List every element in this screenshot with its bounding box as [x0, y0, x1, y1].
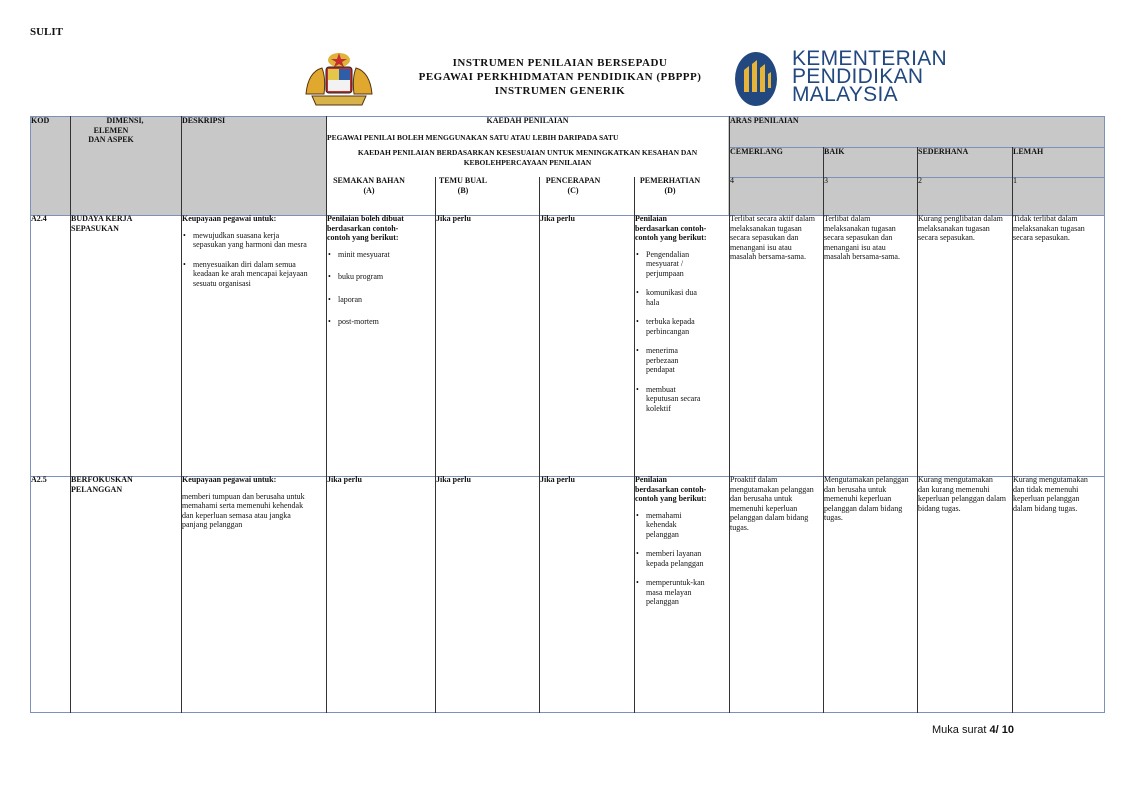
row-a24-temu-bual: Jika perlu: [436, 214, 471, 223]
row-a25-pencerapan: Jika perlu: [540, 475, 575, 484]
row-a25-temu-bual: Jika perlu: [436, 475, 471, 484]
kaedah-note-2: KAEDAH PENILAIAN BERDASARKAN KESESUAIAN UNTUK MENINGKATKAN KESAHAN DAN KEBOLEHPERCAYAAN PENILAIAN: [357, 148, 698, 167]
list-item: • laporan: [327, 295, 415, 305]
row-a25-pemerhatian: Penilaian berdasarkan contoh-contoh yang berikut: • memahami kehendak pelanggan • memberi layanan kepada pelanggan • memperuntuk-kan masa melayan pelanggan: [635, 475, 707, 617]
aras-penilaian-title: ARAS PENILAIAN: [730, 116, 799, 125]
level-header-1: LEMAH: [1013, 147, 1044, 156]
list-item: • buku program: [327, 272, 415, 282]
list-item: • mewujudkan suasana kerja sepasukan yang harmoni dan mesra: [182, 231, 308, 250]
list-item: • menerima perbezaan pendapat: [635, 346, 707, 375]
row-a24-pencerapan: Jika perlu: [540, 214, 575, 223]
page-label: Muka surat: [932, 724, 987, 736]
coat-of-arms-logo: [300, 50, 378, 108]
list-item: • menyesuaikan diri dalam semua keadaan ke arah mencapai kejayaan sesuatu organisasi: [182, 260, 308, 289]
row-a25-sederhana: Kurang mengutamakan dan kurang memenuhi keperluan pelanggan dalam bidang tugas.: [918, 475, 1006, 513]
level-score-2: 2: [918, 176, 922, 185]
row-a24-sederhana: Kurang penglibatan dalam melaksanakan tugasan secara sepasukan.: [918, 214, 1003, 242]
ministry-wordmark: [792, 47, 947, 106]
list-item: • membuat keputusan secara kolektif: [635, 385, 707, 414]
list-item: • memahami kehendak pelanggan: [635, 511, 707, 540]
row-a25-aspek: BERFOKUSKAN PELANGGAN: [71, 475, 133, 494]
list-item: • komunikasi dua hala: [635, 288, 707, 307]
row-a24-semakan: Penilaian boleh dibuat berdasarkan contoh-contoh yang berikut: • minit mesyuarat • buku program • laporan • post-mortem: [327, 214, 415, 337]
level-header-3: BAIK: [824, 147, 845, 156]
ministry-line-3: MALAYSIA: [792, 83, 898, 106]
page-number: [932, 724, 1014, 736]
document-title: [380, 56, 740, 98]
ministry-emblem-icon: [734, 50, 778, 108]
list-item: • memberi layanan kepada pelanggan: [635, 549, 707, 568]
row-a24-deskripsi: Keupayaan pegawai untuk: • mewujudkan suasana kerja sepasukan yang harmoni dan mesra • menyesuaikan diri dalam semua keadaan ke arah mencapai kejayaan sesuatu organisasi: [182, 214, 322, 298]
list-item: • memperuntuk-kan masa melayan pelanggan: [635, 578, 707, 607]
list-item: • terbuka kepada perbincangan: [635, 317, 707, 336]
kaedah-penilaian-title: KAEDAH PENILAIAN: [486, 116, 569, 125]
row-a24-baik: Terlibat dalam melaksanakan tugasan secara sepasukan dan menangani isu atau masalah bersama-sama.: [824, 214, 900, 261]
title-line-2: PEGAWAI PERKHIDMATAN PENDIDIKAN (PBPPP): [418, 71, 702, 83]
method-header-d: PEMERHATIAN (D): [639, 176, 701, 195]
row-a25-semakan: Jika perlu: [327, 475, 362, 484]
list-item: • post-mortem: [327, 317, 415, 327]
method-header-a: SEMAKAN BAHAN (A): [333, 176, 405, 195]
level-score-1: 1: [1013, 176, 1017, 185]
list-item: • minit mesyuarat: [327, 250, 415, 260]
kaedah-note-1: PEGAWAI PENILAI BOLEH MENGGUNAKAN SATU ATAU LEBIH DARIPADA SATU: [327, 133, 619, 142]
row-a25-kod: A2.5: [31, 475, 47, 484]
level-score-4: 4: [730, 176, 734, 185]
title-line-1: INSTRUMEN PENILAIAN BERSEPADU: [452, 57, 668, 69]
row-a25-baik: Mengutamakan pelanggan dan berusaha untuk memenuhi keperluan pelanggan dalam bidang tugas.: [824, 475, 909, 522]
classification-label: SULIT: [30, 26, 64, 38]
level-header-2: SEDERHANA: [918, 147, 969, 156]
row-a25-cemerlang: Proaktif dalam mengutamakan pelanggan dan berusaha untuk memenuhi keperluan pelanggan dalam bidang tugas.: [730, 475, 814, 532]
column-header-deskripsi: DESKRIPSI: [182, 116, 226, 125]
list-item: • Pengendalian mesyuarat / perjumpaan: [635, 250, 707, 279]
row-a24-lemah: Tidak terlibat dalam melaksanakan tugasan secara sepasukan.: [1013, 214, 1085, 242]
title-line-3: INSTRUMEN GENERIK: [494, 85, 626, 97]
row-a24-aspek: BUDAYA KERJA SEPASUKAN: [71, 214, 132, 233]
row-a25-lemah: Kurang mengutamakan dan tidak memenuhi keperluan pelanggan dalam bidang tugas.: [1013, 475, 1088, 513]
row-a24-pemerhatian: Penilaian berdasarkan contoh-contoh yang berikut: • Pengendalian mesyuarat / perjumpaan • komunikasi dua hala • terbuka kepada perbincangan • menerima perbezaan pendapat • membuat keputusan secara kolektif: [635, 214, 707, 423]
row-a24-kod: A2.4: [31, 214, 47, 223]
column-header-dimensi: DIMENSI, ELEMEN DAN ASPEK: [88, 116, 144, 144]
row-a24-cemerlang: Terlibat secara aktif dalam melaksanakan tugasan secara sepasukan dan menangani isu atau masalah bersama-sama.: [730, 214, 815, 261]
level-score-3: 3: [824, 176, 828, 185]
row-a25-deskripsi: Keupayaan pegawai untuk: memberi tumpuan dan berusaha untuk memahami serta memenuhi kehendak dan keperluan semasa atau jangka panjang pelanggan: [182, 475, 305, 529]
level-header-4: CEMERLANG: [730, 147, 783, 156]
column-header-kod: KOD: [31, 116, 50, 125]
page-number-value: 4/ 10: [989, 724, 1014, 736]
method-header-c: PENCERAPAN (C): [545, 176, 601, 195]
method-header-b: TEMU BUAL (B): [438, 176, 488, 195]
ministry-line-2: PENDIDIKAN: [792, 65, 924, 88]
ministry-line-1: KEMENTERIAN: [792, 47, 947, 70]
